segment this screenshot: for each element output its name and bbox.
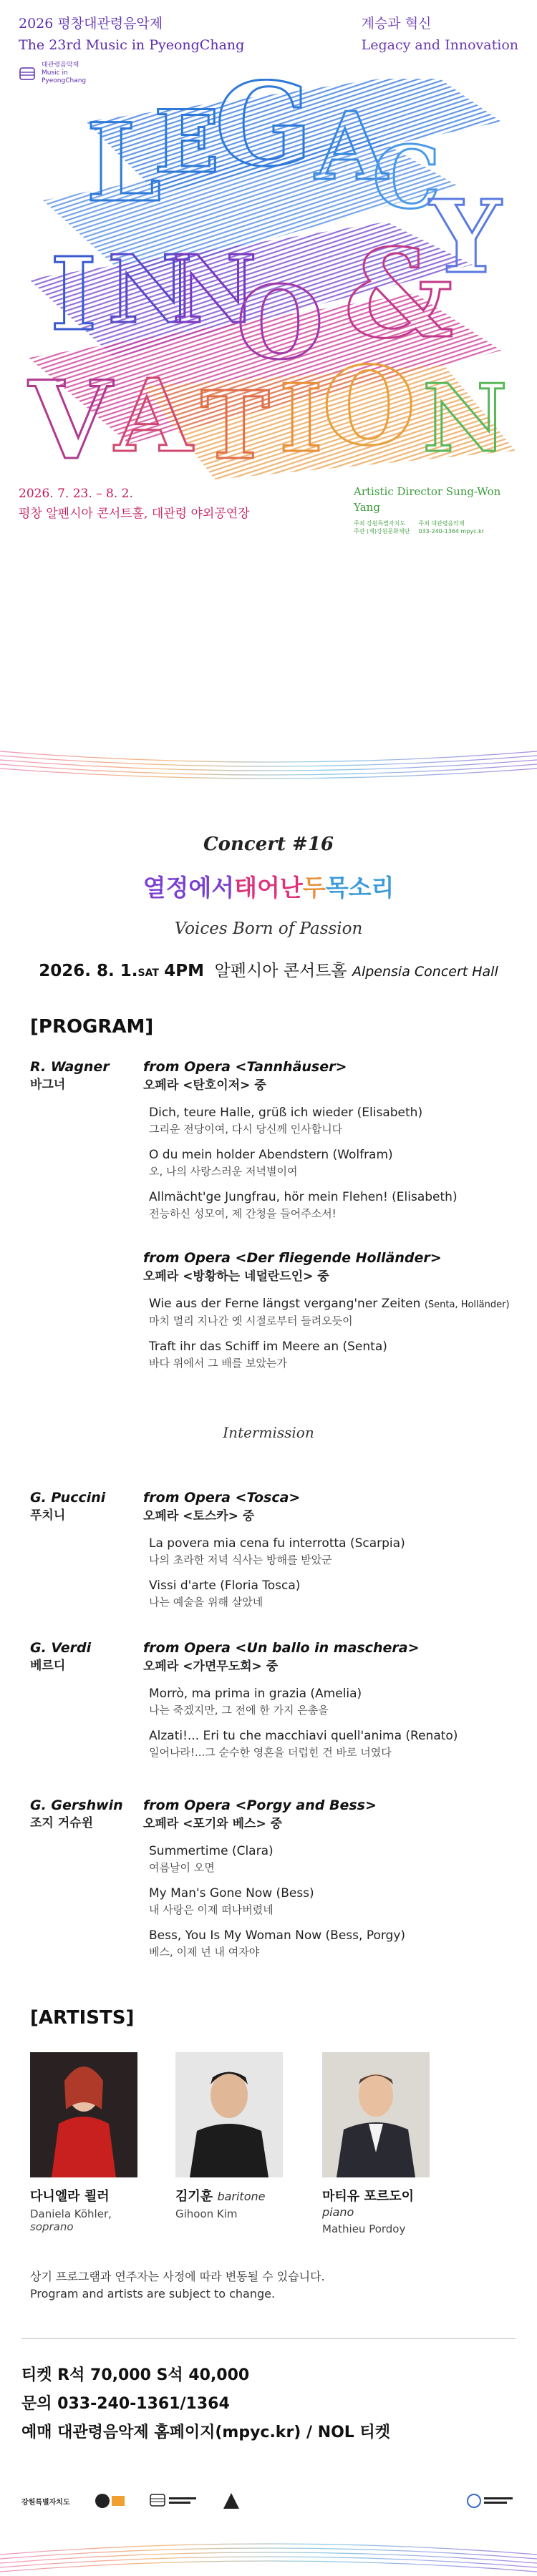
festival-logo-footer-icon xyxy=(149,2490,199,2512)
letter-t: T xyxy=(200,371,270,479)
opera-ko: 오페라 <탄호이저> 중 xyxy=(143,1078,266,1093)
artists-heading: [ARTISTS] xyxy=(30,2007,135,2029)
opera-from: from Opera <Tosca> xyxy=(143,1490,301,1506)
opera-ko: 오페라 <토스카> 중 xyxy=(143,1509,255,1523)
composer-name-en: R. Wagner xyxy=(30,1059,110,1075)
aria-item: Morrò, ma prima in grazia (Amelia) 나는 죽겠지만, 그 전에 한 가지 은총을 xyxy=(149,1687,362,1717)
aria-item: Vissi d'arte (Floria Tosca) 나는 예술을 위해 살았네 xyxy=(149,1579,301,1609)
letter-v: V xyxy=(29,358,112,479)
theme-ko: 계승과 혁신 xyxy=(361,16,432,31)
program-heading: [PROGRAM] xyxy=(30,1016,154,1038)
artist-card: 마티유 포르도이 piano Mathieu Pordoy xyxy=(322,2052,430,2235)
festival-name-en: The 23rd Music in PyeongChang xyxy=(19,37,245,53)
letter-i: I xyxy=(50,236,97,353)
divider xyxy=(21,2338,516,2339)
concert-date: 2026. 8. 1. xyxy=(39,962,138,980)
letter-n3: N xyxy=(422,364,508,473)
title-part-1: 열정에서 xyxy=(142,874,235,902)
artist-card: 김기훈 baritone Gihoon Kim xyxy=(175,2052,283,2220)
concert-venue-ko: 알펜시아 콘서트홀 xyxy=(214,962,347,980)
aria-item: My Man's Gone Now (Bess) 내 사랑은 이제 떠나버렸네 xyxy=(149,1886,314,1916)
concert-number: Concert #16 xyxy=(203,834,334,855)
artist-photo-soprano xyxy=(30,2052,137,2177)
letter-a: A xyxy=(315,92,387,201)
decorative-stripes-top xyxy=(0,744,537,794)
festival-info xyxy=(19,484,250,524)
sponsor-logo-right-icon xyxy=(465,2490,516,2512)
concert-datetime xyxy=(0,957,537,981)
letter-n2: N xyxy=(172,235,257,344)
title-part-4: 목소리 xyxy=(325,874,395,902)
decorative-stripes-bottom xyxy=(0,2526,537,2576)
sponsor-logo-icon xyxy=(92,2490,127,2512)
org2-line2: 033-240-1364 mpyc.kr xyxy=(418,528,485,535)
aria-item: Bess, You Is My Woman Now (Bess, Porgy) 베스, 이제 넌 내 여자야 xyxy=(149,1928,406,1958)
theme-en: Legacy and Innovation xyxy=(361,37,518,53)
composer-name-ko: 조지 거슈윈 xyxy=(30,1816,94,1830)
letter-o2: O xyxy=(322,343,416,469)
opera-from: from Opera <Un ballo in maschera> xyxy=(143,1640,420,1656)
opera-from: from Opera <Der fliegende Holländer> xyxy=(143,1250,442,1266)
letter-c: C xyxy=(372,127,441,228)
composer-name-ko: 바그너 xyxy=(30,1078,66,1092)
composer-puccini xyxy=(30,1488,137,1524)
artist-name-ko: 마티유 포르도이 xyxy=(322,2189,414,2204)
ticket-info xyxy=(21,2361,390,2447)
artist-name-ko: 다니엘라 쾰러 xyxy=(30,2189,110,2204)
artist-name-ko: 김기훈 xyxy=(175,2189,218,2204)
opera-hollander xyxy=(143,1249,516,1371)
change-notice xyxy=(30,2268,325,2303)
director-info xyxy=(354,484,518,535)
composer-verdi xyxy=(30,1639,137,1674)
notice-en: Program and artists are subject to change. xyxy=(30,2287,276,2301)
artist-name-en: Gihoon Kim xyxy=(175,2207,238,2220)
org1-line2: 주관 (재)강원문화재단 xyxy=(354,528,410,535)
aria-item: Dich, teure Halle, grüß ich wieder (Elisabeth) 그리운 전당이여, 다시 당신께 인사합니다 xyxy=(149,1106,423,1136)
header-right xyxy=(362,13,518,56)
concert-title-ko xyxy=(0,869,537,903)
logo-line1: 대관령음악제 xyxy=(42,62,79,69)
logo-line3: PyeongChang xyxy=(42,77,87,84)
composer-gershwin xyxy=(30,1796,137,1832)
sponsor-gangwon: 강원특별자치도 xyxy=(21,2498,70,2507)
composer-name-en: G. Verdi xyxy=(30,1640,92,1656)
concert-time: 4PM xyxy=(164,962,204,980)
composer-name-en: G. Gershwin xyxy=(30,1797,123,1813)
letter-i2: I xyxy=(279,364,323,473)
artist-name-en: Mathieu Pordoy xyxy=(322,2223,406,2235)
hero-artwork xyxy=(0,79,537,479)
letter-amp: & xyxy=(344,223,454,366)
letter-n1: N xyxy=(107,235,193,344)
opera-ko: 오페라 <방황하는 네덜란드인> 중 xyxy=(143,1269,329,1284)
opera-from: from Opera <Porgy and Bess> xyxy=(143,1797,377,1813)
letter-l: L xyxy=(86,100,162,226)
aria-item: Summertime (Clara) 여름날이 오면 xyxy=(149,1844,274,1874)
sponsor-logos xyxy=(21,2490,516,2512)
title-part-2: 태어난 xyxy=(234,874,303,902)
festival-dates: 2026. 7. 23. – 8. 2. xyxy=(19,487,133,501)
opera-tannhauser xyxy=(143,1058,516,1221)
artistic-director: Artistic Director Sung-Won Yang xyxy=(354,485,501,514)
artist-name-en: Daniela Köhler, xyxy=(30,2207,112,2220)
organizers xyxy=(354,519,518,535)
artist-card: 다니엘라 쾰러 Daniela Köhler, soprano xyxy=(30,2052,137,2233)
ticket-price: 티켓 R석 70,000 S석 40,000 xyxy=(21,2366,250,2384)
composer-name-ko: 푸치니 xyxy=(30,1508,66,1523)
artist-photo-baritone xyxy=(175,2052,283,2177)
composer-name-ko: 베르디 xyxy=(30,1659,66,1673)
letter-a2: A xyxy=(115,358,193,475)
title-part-3: 두 xyxy=(302,874,326,902)
logo-line2: Music in xyxy=(42,69,68,77)
aria-item: O du mein holder Abendstern (Wolfram) 오, 나의 사랑스러운 저녁별이여 xyxy=(149,1148,393,1178)
letter-g: G xyxy=(215,79,313,192)
artist-photo-piano xyxy=(322,2052,430,2177)
letter-e: E xyxy=(154,92,220,192)
ticket-contact: 문의 033-240-1361/1364 xyxy=(21,2395,230,2413)
concert-title-en: Voices Born of Passion xyxy=(174,919,363,938)
opera-ko: 오페라 <가면무도회> 중 xyxy=(143,1659,279,1674)
notice-ko: 상기 프로그램과 연주자는 사정에 따라 변동될 수 있습니다. xyxy=(30,2270,325,2283)
composer-wagner xyxy=(30,1058,137,1093)
header-left xyxy=(19,13,244,85)
opera-porgy xyxy=(143,1796,516,1960)
letter-y: Y xyxy=(430,179,501,296)
concert-day: SAT xyxy=(137,967,159,979)
org2-line1: 주최 대관령음악제 xyxy=(418,520,465,527)
aria-item: La povera mia cena fu interrotta (Scarpia) 나의 초라한 저녁 식사는 방해를 받았군 xyxy=(149,1536,405,1566)
opera-tosca xyxy=(143,1488,516,1610)
aria-item: Wie aus der Ferne längst vergang'ner Zeiten (Senta, Holländer) 마치 멀리 지나간 옛 시절로부터 들려오듯이 xyxy=(149,1297,510,1327)
opera-ballo xyxy=(143,1639,516,1760)
concert-venue-en: Alpensia Concert Hall xyxy=(352,964,498,980)
aria-item: Alzati!... Eri tu che macchiavi quell'anima (Renato) 일어나라!...그 순수한 영혼을 더럽힌 건 바로 너였다 xyxy=(149,1729,458,1759)
opera-ko: 오페라 <포기와 베스> 중 xyxy=(143,1817,283,1831)
composer-name-en: G. Puccini xyxy=(30,1490,106,1506)
letter-o1: O xyxy=(236,265,324,382)
aria-item: Allmächt'ge Jungfrau, hör mein Flehen! (Elisabeth) 전능하신 성모여, 제 간청을 들어주소서! xyxy=(149,1190,458,1220)
partner-logo-icon xyxy=(221,2490,242,2512)
festival-venue: 평창 알펜시아 콘서트홀, 대관령 야외공연장 xyxy=(19,507,250,521)
aria-item: Traft ihr das Schiff im Meere an (Senta) 바다 위에서 그 배를 보았는가 xyxy=(149,1340,387,1370)
ticket-booking: 예매 대관령음악제 홈페이지(mpyc.kr) / NOL 티켓 xyxy=(21,2424,390,2441)
festival-name-ko: 2026 평창대관령음악제 xyxy=(19,16,163,31)
intermission: Intermission xyxy=(223,1424,314,1441)
opera-from: from Opera <Tannhäuser> xyxy=(143,1059,347,1075)
org1-line1: 주최 강원특별자치도 xyxy=(354,520,406,527)
